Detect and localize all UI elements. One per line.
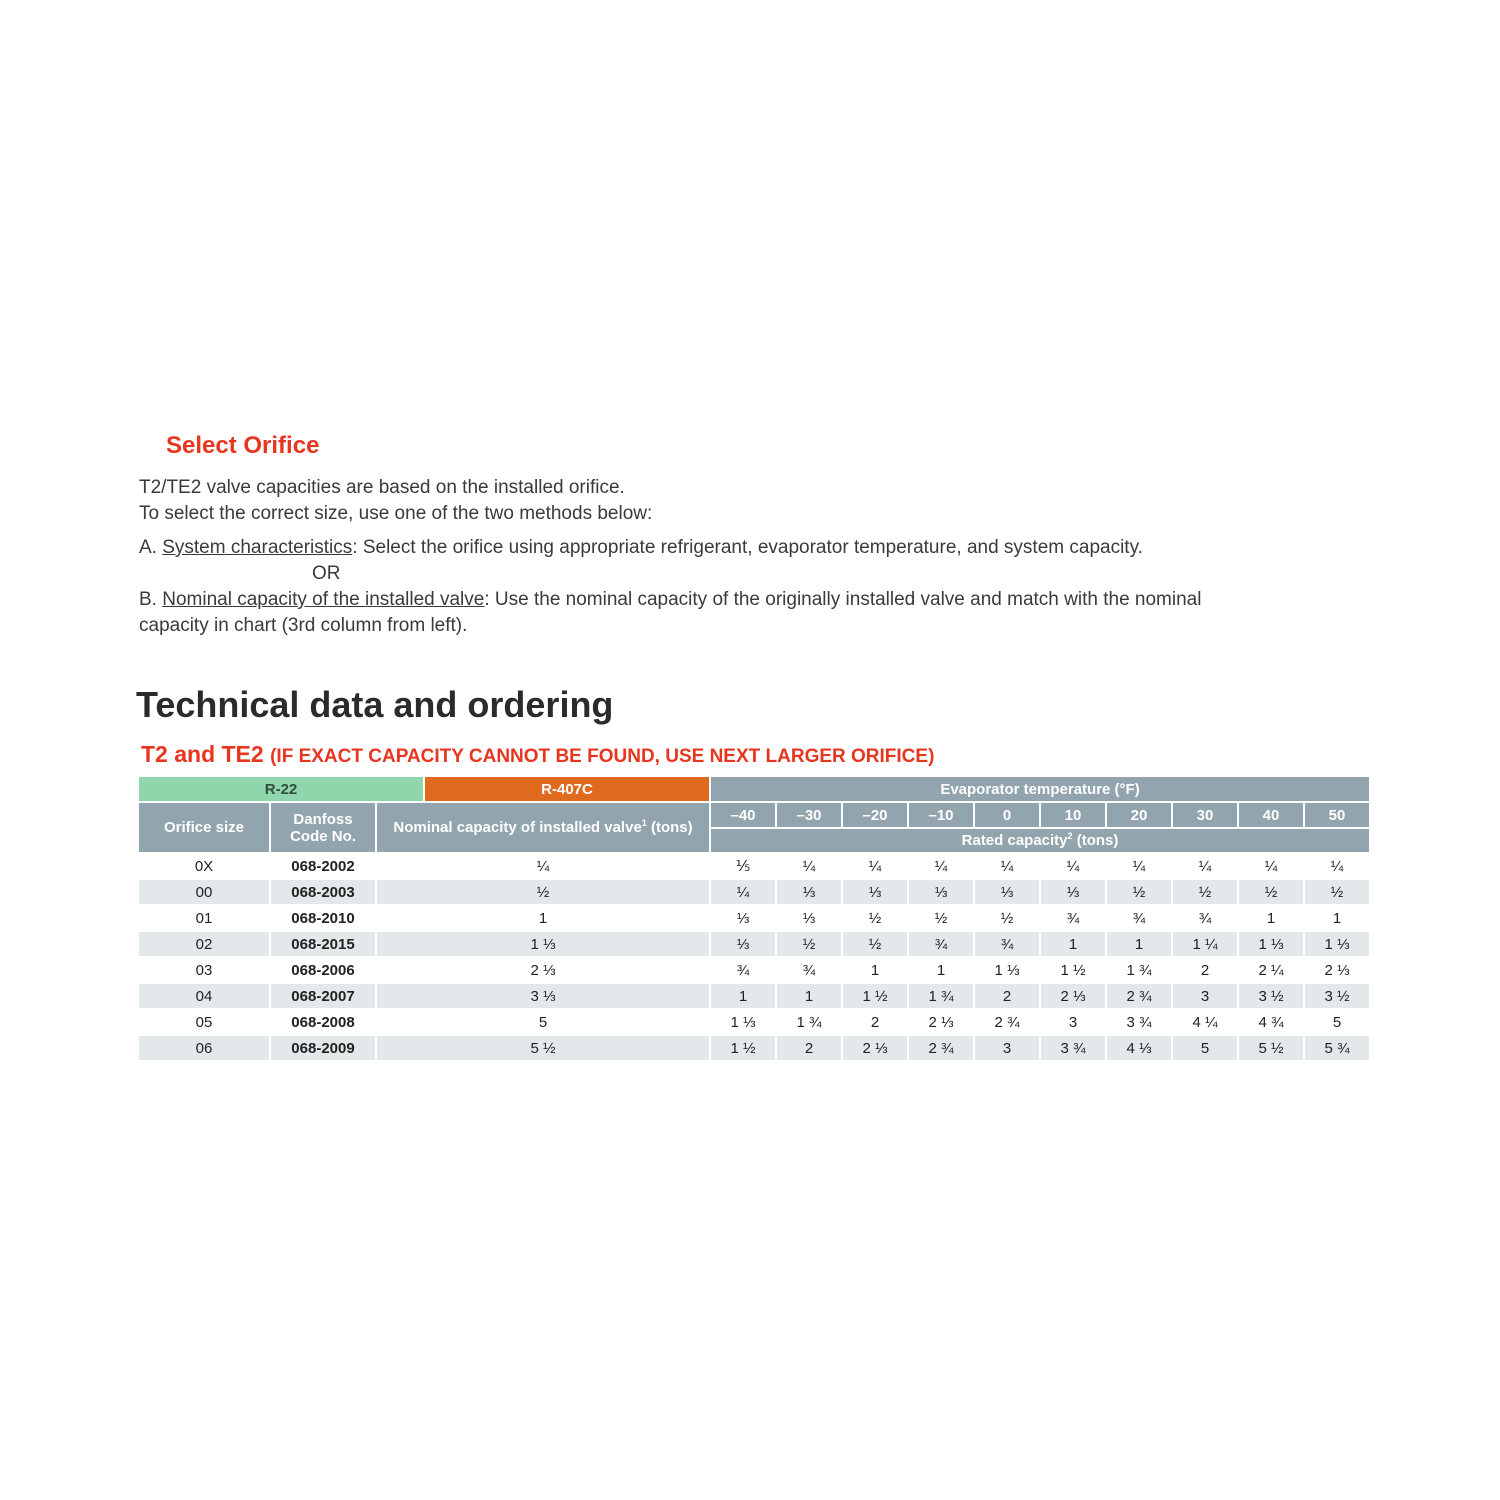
nominal-capacity-cell: 1 ⅓ [377,932,711,958]
rated-capacity-cell: ⅓ [711,932,777,958]
table-row [139,906,1369,932]
rated-capacity-cell: 1 [843,958,909,984]
table-row [139,1036,1369,1062]
rated-capacity-cell: 1 ⅓ [1239,932,1305,958]
rated-capacity-cell: 1 ¼ [1173,932,1239,958]
rated-capacity-cell: ¾ [909,932,975,958]
rated-capacity-cell: 2 ⅓ [843,1036,909,1062]
rated-capacity-cell: ¾ [975,932,1041,958]
rated-capacity-cell: 3 ¾ [1041,1036,1107,1062]
rated-capacity-cell: 4 ⅓ [1107,1036,1173,1062]
rated-capacity-cell: 1 ⅓ [711,1010,777,1036]
code-number-cell: 068-2015 [271,932,377,958]
rated-capacity-cell: 3 ½ [1239,984,1305,1010]
temp-header: 50 [1305,803,1369,829]
rated-capacity-cell: ½ [909,906,975,932]
code-number-cell: 068-2003 [271,880,377,906]
nominal-capacity-cell: 3 ⅓ [377,984,711,1010]
rated-capacity-cell: ¼ [1107,854,1173,880]
rated-capacity-cell: 1 [1239,906,1305,932]
rated-capacity-cell: 3 [1041,1010,1107,1036]
rated-capacity-cell: 2 ¾ [975,1010,1041,1036]
refrigerant-r22-header: R-22 [139,777,425,803]
nominal-header-unit: (tons) [646,819,693,836]
footnote-2-marker: 2 [1067,831,1073,841]
code-number-cell: 068-2002 [271,854,377,880]
rated-capacity-cell: 2 ¼ [1239,958,1305,984]
table-row [139,984,1369,1010]
code-number-cell: 068-2009 [271,1036,377,1062]
rated-capacity-cell: ½ [1173,880,1239,906]
code-number-cell: 068-2007 [271,984,377,1010]
code-number-cell: 068-2006 [271,958,377,984]
code-header-line-1: Danfoss [293,810,353,828]
rated-capacity-cell: ⅓ [1041,880,1107,906]
rated-capacity-cell: 3 [1173,984,1239,1010]
rated-capacity-cell: ¾ [1041,906,1107,932]
rated-capacity-cell: 1 ½ [843,984,909,1010]
rated-capacity-cell: 2 [777,1036,843,1062]
rated-capacity-cell: ¼ [1305,854,1369,880]
temp-header: –40 [711,803,777,829]
nominal-capacity-cell: 1 [377,906,711,932]
rated-capacity-cell: 5 [1173,1036,1239,1062]
table-body [139,854,1369,1062]
table-title-main: T2 and TE2 [141,741,264,767]
rated-capacity-cell: 1 ¾ [1107,958,1173,984]
rated-capacity-cell: 1 [1107,932,1173,958]
rated-capacity-cell: 1 [1305,906,1369,932]
rated-capacity-cell: 5 ½ [1239,1036,1305,1062]
rated-capacity-cell: 1 ½ [711,1036,777,1062]
rated-capacity-cell: ½ [1239,880,1305,906]
rated-capacity-cell: ½ [843,906,909,932]
nominal-capacity-cell: 5 ½ [377,1036,711,1062]
code-number-cell: 068-2008 [271,1010,377,1036]
rated-capacity-cell: 1 ⅓ [1305,932,1369,958]
footnote-1-marker: 1 [641,818,647,828]
evaporator-temperature-header: Evaporator temperature (°F) [711,777,1369,803]
rated-capacity-cell: ⅕ [711,854,777,880]
table-row [139,880,1369,906]
select-orifice-title: Select Orifice [166,432,320,459]
nominal-capacity-cell: 5 [377,1010,711,1036]
rated-capacity-cell: 1 [1041,932,1107,958]
rated-capacity-cell: 5 ¾ [1305,1036,1369,1062]
rated-capacity-cell: 4 ¾ [1239,1010,1305,1036]
rated-capacity-cell: ½ [843,932,909,958]
method-b-text: : Use the nominal capacity of the originally installed valve and match with the nominal capacity in chart (3rd column from left). [139,589,1202,636]
rated-capacity-cell: 2 ¾ [909,1036,975,1062]
rated-capacity-cell: ¼ [1041,854,1107,880]
rated-capacity-cell: 3 ¾ [1107,1010,1173,1036]
rated-capacity-cell: 5 [1305,1010,1369,1036]
rated-capacity-header [711,829,1369,854]
nominal-capacity-header [377,803,711,854]
or-separator: OR [312,563,341,584]
technical-data-heading: Technical data and ordering [136,684,614,725]
rated-capacity-cell: 2 ⅓ [1041,984,1107,1010]
table-row [139,1010,1369,1036]
rated-capacity-cell: ¼ [1239,854,1305,880]
rated-capacity-cell: ½ [975,906,1041,932]
temp-header: 0 [975,803,1041,829]
table-row [139,854,1369,880]
rated-capacity-cell: ⅓ [711,906,777,932]
rated-capacity-cell: 3 [975,1036,1041,1062]
rated-capacity-cell: ¼ [711,880,777,906]
rated-capacity-cell: 4 ¼ [1173,1010,1239,1036]
temp-header: 10 [1041,803,1107,829]
rated-capacity-cell: ¼ [843,854,909,880]
method-a-text: : Select the orifice using appropriate refrigerant, evaporator temperature, and system capacity. [352,537,1143,558]
temp-header: 20 [1107,803,1173,829]
temp-header: 40 [1239,803,1305,829]
rated-capacity-cell: ½ [777,932,843,958]
temp-header: –20 [843,803,909,829]
nominal-capacity-cell: ½ [377,880,711,906]
table-title [141,741,934,768]
orifice-size-cell: 03 [139,958,271,984]
orifice-size-cell: 01 [139,906,271,932]
intro-line-1: T2/TE2 valve capacities are based on the installed orifice. [139,477,625,498]
rated-capacity-cell: 1 ½ [1041,958,1107,984]
method-b-prefix: B. [139,589,163,610]
rated-capacity-cell: 2 ⅓ [909,1010,975,1036]
rated-capacity-cell: ⅓ [909,880,975,906]
orifice-size-cell: 00 [139,880,271,906]
rated-capacity-cell: 2 [843,1010,909,1036]
temp-header: 30 [1173,803,1239,829]
table-title-note: (IF EXACT CAPACITY CANNOT BE FOUND, USE NEXT LARGER ORIFICE) [270,746,935,767]
rated-capacity-cell: ⅓ [777,906,843,932]
rated-capacity-cell: ⅓ [975,880,1041,906]
rated-capacity-cell: 1 [777,984,843,1010]
rated-capacity-cell: ½ [1107,880,1173,906]
rated-capacity-cell: ¾ [1173,906,1239,932]
code-header-line-2: Code No. [290,827,356,845]
table-row [139,932,1369,958]
rated-capacity-cell: 2 [1173,958,1239,984]
orifice-size-cell: 02 [139,932,271,958]
method-a [139,535,1259,561]
code-number-cell: 068-2010 [271,906,377,932]
temp-header: –10 [909,803,975,829]
refrigerant-r407c-header: R-407C [425,777,711,803]
rated-capacity-cell: ½ [1305,880,1369,906]
rated-capacity-cell: ¾ [1107,906,1173,932]
select-orifice-instructions [139,475,1259,639]
orifice-size-cell: 04 [139,984,271,1010]
rated-capacity-cell: ⅓ [777,880,843,906]
orifice-size-cell: 0X [139,854,271,880]
rated-capacity-cell: 2 ¾ [1107,984,1173,1010]
code-number-header [271,803,377,854]
orifice-size-header: Orifice size [139,803,271,854]
orifice-size-cell: 06 [139,1036,271,1062]
orifice-size-cell: 05 [139,1010,271,1036]
rated-capacity-cell: 2 ⅓ [1305,958,1369,984]
rated-capacity-cell: 1 ¾ [909,984,975,1010]
rated-capacity-cell: 2 [975,984,1041,1010]
rated-capacity-cell: 1 ⅓ [975,958,1041,984]
rated-header-unit: (tons) [1072,832,1119,849]
intro-line-2: To select the correct size, use one of the two methods below: [139,503,653,524]
rated-capacity-cell: 1 [711,984,777,1010]
method-a-label: System characteristics [162,537,353,558]
rated-capacity-cell: ¼ [909,854,975,880]
temp-header: –30 [777,803,843,829]
rated-capacity-cell: ¼ [975,854,1041,880]
method-a-prefix: A. [139,537,163,558]
rated-capacity-cell: ¾ [777,958,843,984]
rated-capacity-cell: 1 ¾ [777,1010,843,1036]
rated-capacity-cell: 1 [909,958,975,984]
rated-header-text: Rated capacity [961,832,1068,849]
orifice-capacity-table [139,777,1369,1062]
method-b-label: Nominal capacity of the installed valve [162,589,485,610]
rated-capacity-cell: ¼ [1173,854,1239,880]
rated-capacity-cell: ⅓ [843,880,909,906]
method-b [139,587,1259,639]
nominal-capacity-cell: 2 ⅓ [377,958,711,984]
table-row [139,958,1369,984]
rated-capacity-cell: 3 ½ [1305,984,1369,1010]
rated-capacity-cell: ¾ [711,958,777,984]
nominal-header-text: Nominal capacity of installed valve [393,819,642,836]
nominal-capacity-cell: ¼ [377,854,711,880]
rated-capacity-cell: ¼ [777,854,843,880]
